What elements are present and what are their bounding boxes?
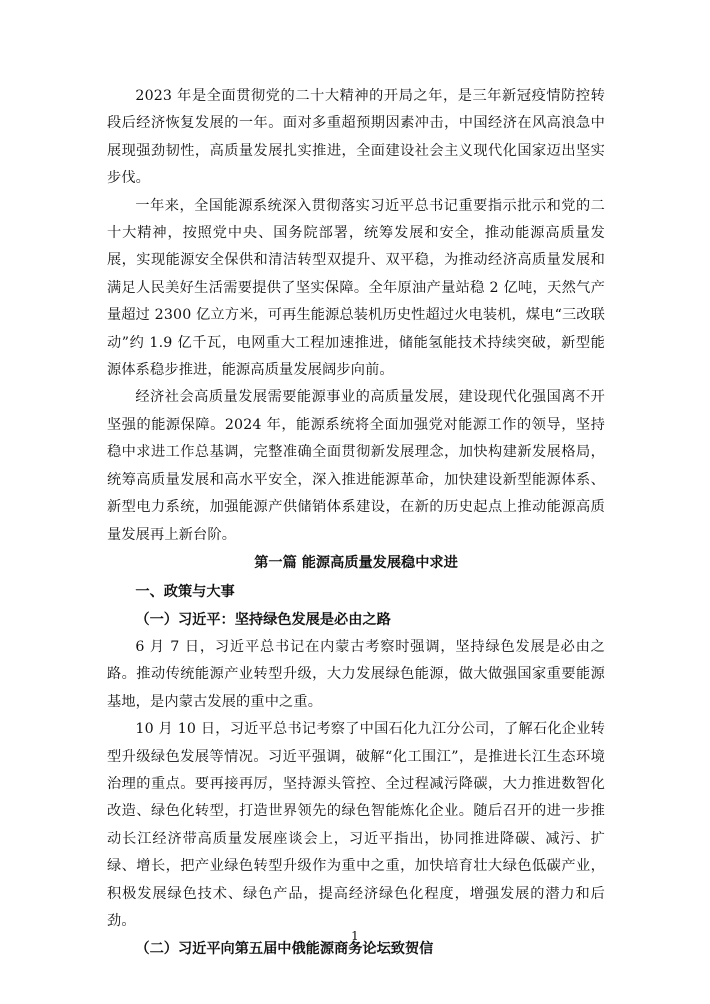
subsection-1-paragraph-1: 6 月 7 日，习近平总书记在内蒙古考察时强调，坚持绿色发展是必由之路。推动传统能源产业转型升级，大力发展绿色能源，做大做强国家重要能源基地，是内蒙古发展的重中之重。 xyxy=(107,638,605,710)
part-title: 第一篇 能源高质量发展稳中求进 xyxy=(254,554,458,571)
subsection-1-paragraph-2: 10 月 10 日，习近平总书记考察了中国石化九江分公司，了解石化企业转型升级绿色发展等情况。习近平强调，破解“化工围江”，是推进长江生态环境治理的重点。要再接再厉，坚持源头管控、全过程减污降碳，大力推进数智化改造、绿色化转型，打造世界领先的绿色智能炼化企业。随后召开的进一步推动长江经济带高质量发展座谈会上，习近平指出，协同推进降碳、减污、扩绿、增长，把产业绿色转型升级作为重中之重，加快培育壮大绿色低碳产业，积极发展绿色技术、绿色产品，提高经济绿色化程度，增强发展的潜力和后劲。 xyxy=(107,721,605,929)
subsection-1-title: （一）习近平：坚持绿色发展是必由之路 xyxy=(135,611,391,628)
page-content xyxy=(107,83,605,963)
intro-paragraph-1: 2023 年是全面贯彻党的二十大精神的开局之年，是三年新冠疫情防控转段后经济恢复发展的一年。面对多重超预期因素冲击，中国经济在风高浪急中展现强劲韧性，高质量发展扎实推进，全面建设社会主义现代化国家迈出坚实步伐。 xyxy=(107,88,605,187)
page-number: 1 xyxy=(351,929,359,943)
intro-paragraph-3: 经济社会高质量发展需要能源事业的高质量发展，建设现代化强国离不开坚强的能源保障。2024 年，能源系统将全面加强党对能源工作的领导，坚持稳中求进工作总基调，完整准确全面贯彻新发展理念，加快构建新发展格局，统筹高质量发展和高水平安全，深入推进能源革命，加快建设新型能源体系、新型电力系统，加强能源产供储销体系建设，在新的历史起点上推动能源高质量发展再上新台阶。 xyxy=(107,389,605,543)
section-title: 一、政策与大事 xyxy=(135,583,235,600)
subsection-2-title: （二）习近平向第五届中俄能源商务论坛致贺信 xyxy=(135,941,434,958)
intro-paragraph-2: 一年来，全国能源系统深入贯彻落实习近平总书记重要指示批示和党的二十大精神，按照党中央、国务院部署，统筹发展和安全，推动能源高质量发展，实现能源安全保供和清洁转型双提升、双平稳，为推动经济高质量发展和满足人民美好生活需要提供了坚实保障。全年原油产量站稳 2 亿吨，天然气产量超过 2300 亿立方米，可再生能源总装机历史性超过火电装机，煤电“三改联动”约 1.9 亿千瓦，电网重大工程加速推进，储能氢能技术持续突破，新型能源体系稳步推进，能源高质量发展阔步向前。 xyxy=(107,197,605,379)
